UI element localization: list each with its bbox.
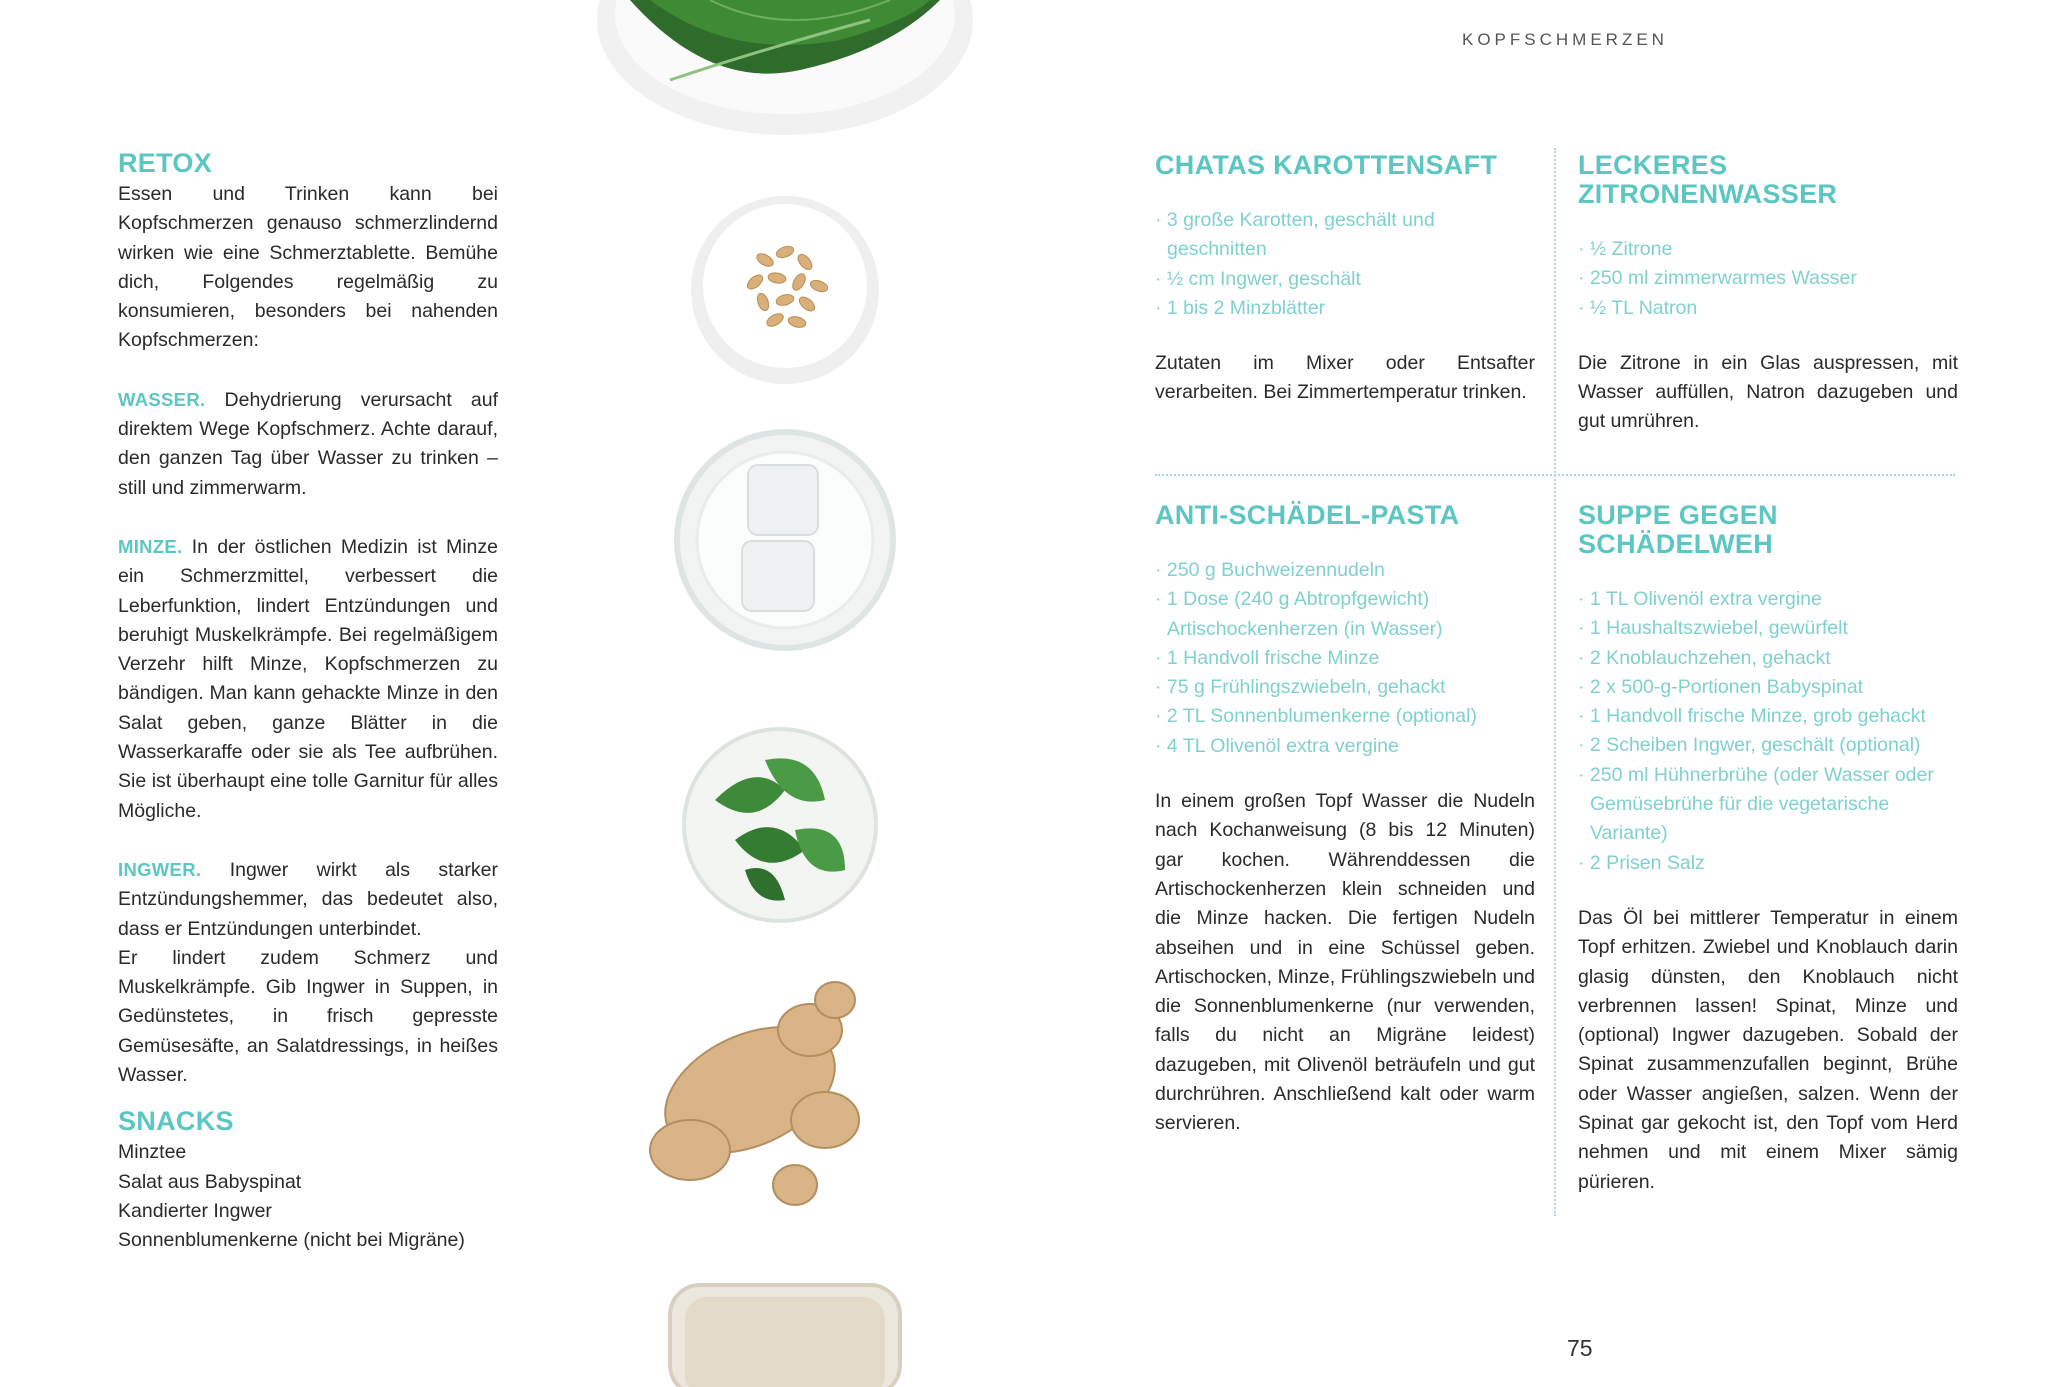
ingredient-item: · 1 Dose (240 g Abtropfgewicht) Artischockenherzen (in Wasser) [1155, 585, 1535, 644]
ingredient-item: · 1 TL Olivenöl extra vergine [1578, 585, 1958, 614]
recipe-title: ANTI-SCHÄDEL-PASTA [1155, 500, 1460, 530]
ginger-text-2: Er lindert zudem Schmerz und Muskelkrämpfe. Gib Ingwer in Suppen, in Gedünstetes, in frisch gepresste Gemüsesäfte, an Salatdressings, in heißes Wasser. [118, 946, 498, 1087]
ingredient-item: · 250 g Buchweizennudeln [1155, 556, 1535, 585]
snack-item: Sonnenblumenkerne (nicht bei Migräne) [118, 1229, 465, 1252]
ingredient-list [1578, 585, 1958, 878]
spinach-bowl-illustration [590, 0, 980, 140]
recipe-anti-skull-pasta [1155, 501, 1535, 1139]
recipe-method: Das Öl bei mittlerer Temperatur in einem Topf erhitzen. Zwiebel und Knoblauch darin glasig dünsten, den Knoblauch nicht verbrennen lassen! Spinat, Minze und (optional) Ingwer dazugeben. Sobald der Spinat zusammenzufallen beginnt, Brühe oder Wasser angießen, salzen. Wenn der Spinat gar gekocht ist, den Topf vom Herd nehmen und mit einem Mixer sämig pürieren. [1578, 906, 1958, 1193]
mint-text: In der östlichen Medizin ist Minze ein Schmerzmittel, verbessert die Leberfunktion, lindert Entzündungen und beruhigt Muskelkrämpfe. Bei regelmäßigem Verzehr hilft Minze, Kopfschmerzen zu bändigen. Man kann gehackte Minze in den Salat geben, ganze Blätter in die Wasserkaraffe oder sie als Tee aufbrühen. Sie ist überhaupt eine tolle Garnitur für alles Mögliche. [118, 535, 498, 822]
water-glass-illustration [670, 425, 900, 655]
ingredient-item: · 4 TL Olivenöl extra vergine [1155, 732, 1535, 761]
ginger-keyword: INGWER. [118, 858, 202, 880]
sunflower-seeds-bowl-illustration [685, 190, 885, 390]
snack-item: Salat aus Babyspinat [118, 1170, 302, 1193]
ingredient-list [1155, 556, 1535, 761]
recipe-carrot-juice [1155, 151, 1535, 408]
ingredient-item: · 2 Knoblauchzehen, gehackt [1578, 644, 1958, 673]
retox-column [118, 148, 498, 1256]
ingredient-item: · ½ TL Natron [1578, 294, 1958, 323]
recipe-title: SUPPE GEGEN SCHÄDELWEH [1578, 500, 1778, 559]
ginger-root-illustration [620, 960, 890, 1210]
running-head: KOPFSCHMERZEN [1462, 30, 1668, 49]
ingredient-item: · 1 Haushaltszwiebel, gewürfelt [1578, 614, 1958, 643]
ingredient-item: · ½ Zitrone [1578, 235, 1958, 264]
ingredient-item: · ½ cm Ingwer, geschält [1155, 265, 1535, 294]
ingredient-item: · 2 Scheiben Ingwer, geschält (optional) [1578, 731, 1958, 760]
oats-jar-illustration [660, 1275, 910, 1387]
retox-title: RETOX [118, 148, 213, 178]
water-section [118, 385, 498, 503]
retox-intro: Essen und Trinken kann bei Kopfschmerzen genauso schmerzlindernd wirken wie eine Schmerztablette. Bemühe dich, Folgendes regelmäßig zu konsumieren, besonders bei nahenden Kopfschmerzen: [118, 183, 498, 352]
snack-item: Kandierter Ingwer [118, 1199, 272, 1222]
ingredient-item: · 250 ml Hühnerbrühe (oder Wasser oder Gemüsebrühe für die vegetarische Variante) [1578, 761, 1958, 849]
recipe-title: CHATAS KAROTTENSAFT [1155, 150, 1498, 180]
snack-item: Minztee [118, 1141, 187, 1164]
ingredient-item: · 1 Handvoll frische Minze, grob gehackt [1578, 702, 1958, 731]
water-keyword: WASSER. [118, 388, 206, 410]
recipe-method: Die Zitrone in ein Glas auspressen, mit Wasser auffüllen, Natron dazugeben und gut umrühren. [1578, 351, 1958, 433]
mint-section [118, 532, 498, 826]
snacks-title: SNACKS [118, 1106, 234, 1137]
ingredient-item: · 2 x 500-g-Portionen Babyspinat [1578, 673, 1958, 702]
mint-keyword: MINZE. [118, 535, 183, 557]
recipe-method: In einem großen Topf Wasser die Nudeln nach Kochanweisung (8 bis 12 Minuten) gar kochen. Währenddessen die Artischockenherzen klein schneiden und die Minze hacken. Die fertigen Nudeln abseihen und in eine Schüssel geben. Artischocken, Minze, Frühlingszwiebeln und die Sonnenblumenkerne (nur verwenden, falls du nicht an Migräne leidest) dazugeben, mit Olivenöl beträufeln und gut durchrühren. Anschließend kalt oder warm servieren. [1155, 790, 1535, 1135]
ingredient-item: · 75 g Frühlingszwiebeln, gehackt [1155, 673, 1535, 702]
recipe-headache-soup [1578, 501, 1958, 1197]
ingredient-item: · 250 ml zimmerwarmes Wasser [1578, 264, 1958, 293]
ingredient-item: · 1 bis 2 Minzblätter [1155, 294, 1535, 323]
ingredient-item: · 3 große Karotten, geschält und geschnitten [1155, 206, 1535, 265]
water-text: Dehydrierung verursacht auf direktem Wege Kopfschmerz. Achte darauf, den ganzen Tag über Wasser zu trinken – still und zimmerwarm. [118, 388, 498, 499]
page-number: 75 [1567, 1335, 1593, 1361]
ingredient-item: · 2 Prisen Salz [1578, 849, 1958, 878]
vertical-dotted-divider [1554, 148, 1556, 1216]
ingredient-item: · 1 Handvoll frische Minze [1155, 644, 1535, 673]
ingredient-list [1578, 235, 1958, 323]
recipe-title: LECKERES ZITRONENWASSER [1578, 150, 1838, 209]
ingredient-item: · 2 TL Sonnenblumenkerne (optional) [1155, 702, 1535, 731]
ginger-section [118, 855, 498, 944]
ingredient-list [1155, 206, 1535, 323]
snacks-list [118, 1138, 498, 1255]
horizontal-dotted-divider [1155, 474, 1955, 476]
recipe-lemon-water [1578, 151, 1958, 437]
ginger-text: Ingwer wirkt als starker Entzündungshemmer, das bedeutet also, dass er Entzündungen unterbindet. [118, 858, 498, 940]
mint-leaves-glass-illustration [675, 720, 885, 930]
recipe-method: Zutaten im Mixer oder Entsafter verarbeiten. Bei Zimmertemperatur trinken. [1155, 352, 1535, 404]
